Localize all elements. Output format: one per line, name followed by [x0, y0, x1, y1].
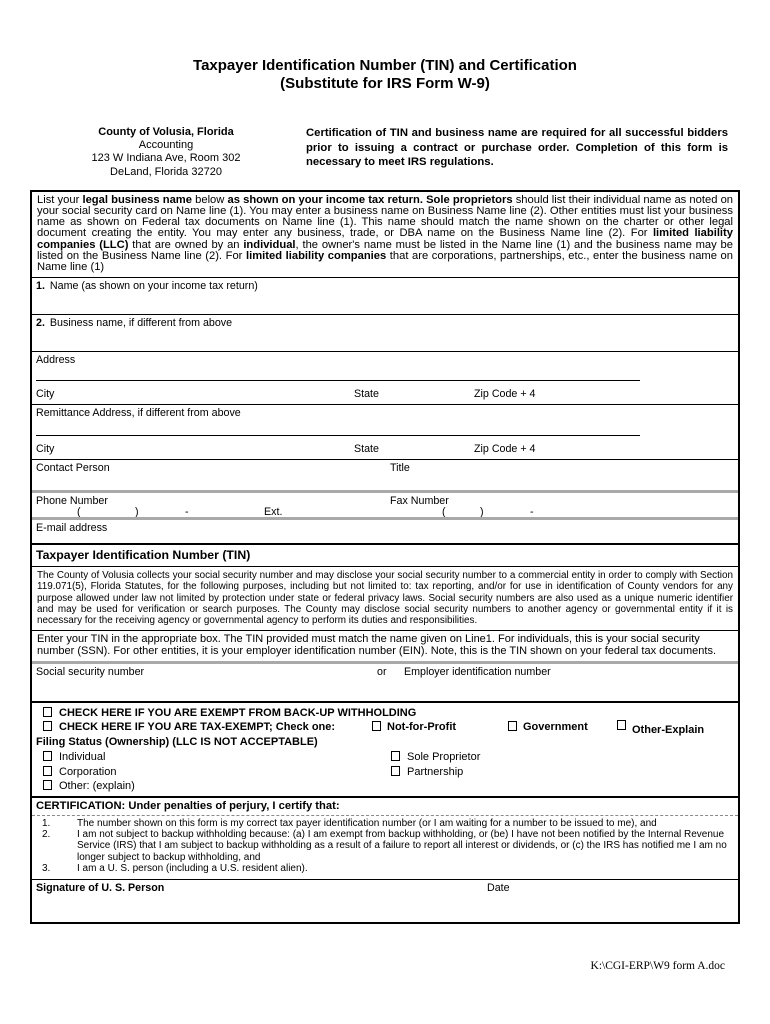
date-label: Date	[487, 881, 510, 894]
not-for-profit-checkbox[interactable]	[372, 721, 381, 731]
item-text: I am a U. S. person (including a U.S. resident alien).	[77, 863, 308, 875]
address-city-line[interactable]	[36, 388, 734, 402]
other-explain-checkbox[interactable]	[617, 720, 626, 730]
other-explain-label: Other-Explain	[632, 724, 705, 737]
or-label: or	[377, 666, 387, 679]
signature-row[interactable]	[32, 879, 738, 922]
contact-person-field-row[interactable]	[32, 459, 738, 490]
item-text: I am not subject to backup withholding because: (a) I am exempt from backup withholding, or (be) I have not been notified by the Internal Revenue Service (IRS) that I am subject to backup withholding as a result of a failure to report all interest or dividends, or (c) the IRS has notified me I am no longer subject to backup withholding, and	[77, 828, 727, 863]
ssn-privacy-notice: The County of Volusia collects your social security number and may disclose your social security number to a commercial entity in order to comply with Section 119.071(5), Florida Statutes, for the following purposes, including but not limited to: tax reporting, and/or for use in identification of County vendors for any purpose allowed under law not limited by protection under state or federal privacy laws. Social security numbers are also used as a unique numeric identifier and may be used for verification or search purposes. The County may disclose social security numbers to another agency or governmental entity if it is necessary for the receiving agency or governmental agency to perform its duties and responsibilities.	[32, 566, 738, 630]
address-underline[interactable]	[36, 367, 640, 381]
remittance-underline[interactable]	[36, 422, 640, 436]
name-field-number: 1.	[36, 280, 45, 293]
agency-street: 123 W Indiana Ave, Room 302	[91, 152, 241, 165]
city-label: City	[36, 388, 55, 401]
agency-dept: Accounting	[138, 139, 194, 152]
fax-number-label: Fax Number	[390, 495, 449, 508]
exemption-and-filing-section	[32, 701, 738, 796]
certification-item-1	[32, 818, 730, 829]
name-field-row[interactable]	[32, 277, 738, 314]
state-label: State	[354, 443, 379, 456]
form-title-line1: Taxpayer Identification Number (TIN) and Certification	[193, 57, 577, 74]
other-explain-option	[633, 720, 704, 737]
tin-instructions: Enter your TIN in the appropriate box. The TIN provided must match the name given on Line1. For individuals, this is your social security number (SSN). For other entities, it is your employer identification number (EIN). Note, this is the TIN shown on your federal tax documents.	[32, 630, 738, 661]
state-label: State	[354, 388, 379, 401]
document-file-path: K:\CGI-ERP\W9 form A.doc	[590, 960, 725, 972]
agency-name: County of Volusia, Florida	[98, 126, 234, 138]
form-title	[0, 0, 770, 93]
not-for-profit-option	[388, 720, 456, 734]
w9-form-table	[30, 190, 740, 924]
business-field-number: 2.	[36, 317, 45, 330]
sole-proprietor-label: Sole Proprietor	[407, 751, 481, 764]
partnership-checkbox[interactable]	[391, 766, 400, 776]
agency-city: DeLand, Florida 32720	[110, 165, 222, 178]
fax-dash: -	[530, 506, 534, 519]
address-label: Address	[36, 354, 76, 367]
item-number: 3.	[42, 863, 51, 875]
filing-other-line	[36, 779, 734, 794]
partnership-option	[391, 765, 463, 780]
phone-paren-open: (	[77, 506, 81, 519]
sole-proprietor-checkbox[interactable]	[391, 751, 400, 761]
partnership-label: Partnership	[407, 765, 464, 778]
contact-person-label: Contact Person	[36, 462, 110, 475]
city-label: City	[36, 443, 55, 456]
item-number: 1.	[42, 817, 51, 829]
filing-status-title: Filing Status (Ownership) (LLC IS NOT ACCEPTABLE)	[36, 736, 318, 749]
tin-section-header: Taxpayer Identification Number (TIN)	[32, 543, 738, 566]
tin-entry-row[interactable]	[32, 661, 738, 701]
corporation-checkbox[interactable]	[43, 766, 52, 776]
certification-header: CERTIFICATION: Under penalties of perjury, I certify that:	[32, 796, 738, 815]
business-name-field-row[interactable]	[32, 314, 738, 351]
not-for-profit-label: Not-for-Profit	[387, 721, 457, 734]
phone-dash: -	[185, 506, 189, 519]
phone-number-label: Phone Number	[36, 495, 108, 508]
email-label: E-mail address	[36, 522, 108, 535]
government-option	[524, 720, 588, 734]
sole-proprietor-option	[391, 750, 480, 765]
tax-exempt-line	[36, 720, 734, 737]
address-field-row[interactable]	[32, 351, 738, 404]
item-number: 2.	[42, 828, 51, 840]
signature-label: Signature of U. S. Person	[36, 881, 165, 894]
other-label: Other: (explain)	[59, 780, 135, 793]
backup-withholding-exempt-line	[36, 706, 734, 720]
other-checkbox[interactable]	[43, 780, 52, 790]
government-label: Government	[523, 721, 588, 734]
tax-exempt-checkbox[interactable]	[43, 721, 52, 731]
title-label: Title	[390, 462, 410, 475]
zip-label: Zip Code + 4	[474, 388, 536, 401]
zip-label: Zip Code + 4	[474, 443, 536, 456]
header-info	[60, 126, 728, 179]
form-title-line2: (Substitute for IRS Form W-9)	[280, 75, 490, 92]
certification-item-3	[32, 863, 730, 874]
fax-paren-open: (	[442, 506, 446, 519]
filing-corporation-line	[36, 765, 734, 780]
phone-ext-label: Ext.	[264, 506, 283, 519]
agency-address-block	[60, 126, 272, 179]
filing-individual-line	[36, 750, 734, 765]
email-field-row[interactable]	[32, 517, 738, 543]
item-text: The number shown on this form is my correct tax payer identification number (or I am waiting for a number to be issued to me), and	[77, 817, 657, 829]
individual-label: Individual	[59, 751, 106, 764]
remittance-city-line[interactable]	[36, 443, 734, 457]
fax-paren-close: )	[480, 506, 484, 519]
remittance-address-field-row[interactable]	[32, 404, 738, 459]
backup-withholding-checkbox[interactable]	[43, 707, 52, 717]
phone-paren-close: )	[135, 506, 139, 519]
corporation-label: Corporation	[59, 765, 117, 778]
phone-fax-field-row[interactable]	[32, 490, 738, 517]
government-checkbox[interactable]	[508, 721, 517, 731]
ssn-label: Social security number	[36, 666, 145, 679]
remittance-address-label: Remittance Address, if different from above	[36, 407, 241, 420]
business-field-label: Business name, if different from above	[49, 317, 233, 330]
certification-notice: Certification of TIN and business name are required for all successful bidders prior to issuing a contract or purchase order. Completion of this form is necessary to meet IRS regulations.	[306, 127, 728, 169]
ein-label: Employer identification number	[404, 666, 551, 679]
name-field-label: Name (as shown on your income tax return)	[49, 280, 258, 293]
individual-checkbox[interactable]	[43, 751, 52, 761]
certification-item-2	[32, 829, 730, 863]
backup-withholding-label: CHECK HERE IF YOU ARE EXEMPT FROM BACK-UP WITHHOLDING	[59, 707, 417, 720]
intro-instructions: List your legal business name below as shown on your income tax return. Sole proprietors should list their individual name as noted on your social security card on Name line (1). You may enter a business name on Business Name line (2). Other entities must list your business name as shown on Federal tax documents on Name line (1). This name should match the name shown on the charter or other legal document creating the entity. You may enter any business, trade, or DBA name on the Business Name line (2). For limited liability companies (LLC) that are owned by an individual, the owner's name must be listed in the Name line (1) and the business name may be listed on the Business Name line (2). For limited liability companies that are corporations, partnerships, etc., enter the business name on Name line (1)	[37, 193, 734, 274]
tax-exempt-label: CHECK HERE IF YOU ARE TAX-EXEMPT; Check one:	[59, 721, 336, 734]
certification-items	[32, 815, 738, 879]
